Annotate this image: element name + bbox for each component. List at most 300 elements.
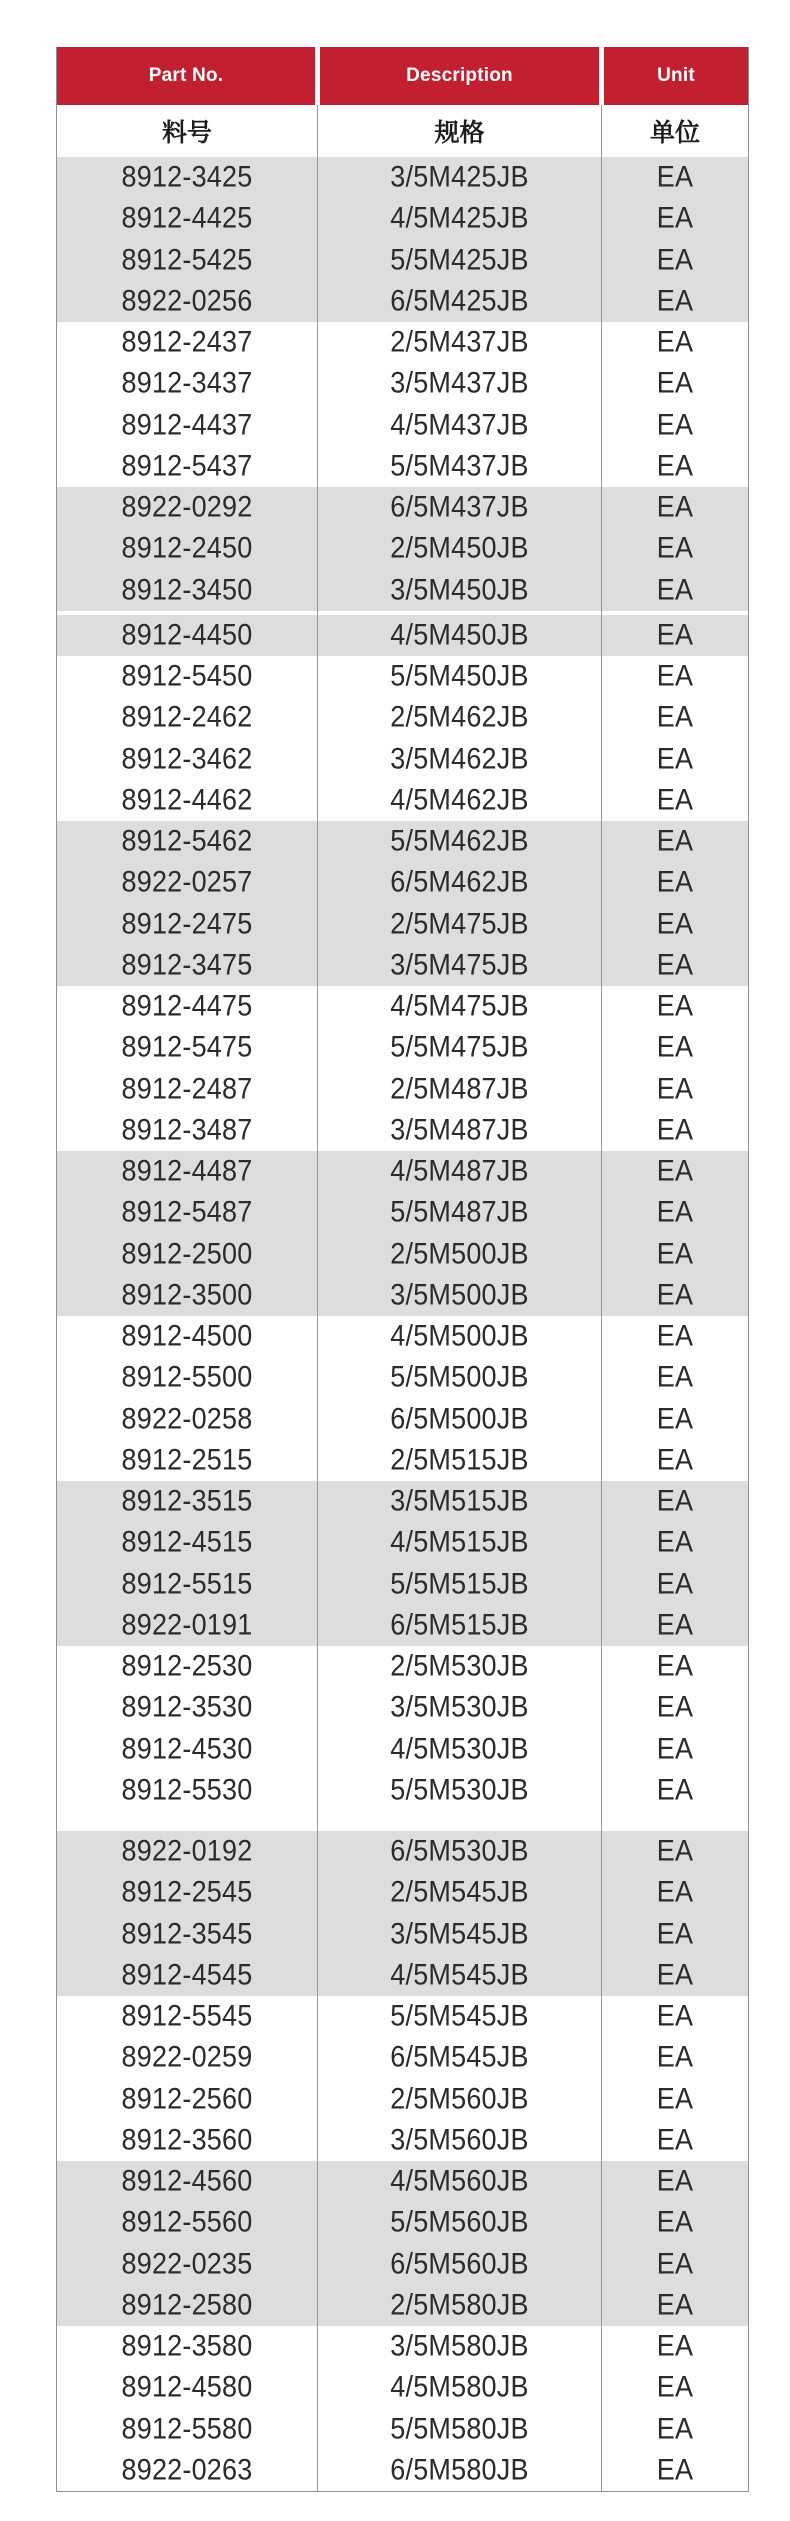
cell-text: 4/5M437JB [390, 408, 529, 441]
cell-text: 8912-3545 [121, 1917, 253, 1950]
table-row [57, 487, 748, 528]
part-no-cell [57, 904, 317, 945]
cell-text: EA [656, 1608, 694, 1642]
unit-cell [601, 1687, 748, 1728]
part-no-cell [57, 1687, 317, 1728]
cell-text: EA [656, 1402, 694, 1435]
table-row [57, 656, 748, 697]
table-row [57, 2367, 748, 2408]
part-no-cell [57, 281, 317, 322]
cell-text: EA [656, 449, 694, 483]
table-row [57, 446, 748, 487]
description-cell [317, 2120, 601, 2161]
unit-cell [601, 1316, 748, 1357]
part-no-cell [57, 656, 317, 697]
unit-cell [601, 2367, 748, 2408]
cell-text: 8922-0235 [121, 2247, 253, 2280]
part-no-cell [57, 157, 317, 198]
cell-text: EA [656, 1484, 694, 1518]
part-no-cell [57, 2409, 317, 2450]
table-row [57, 1770, 748, 1811]
cell-text: EA [656, 1072, 694, 1105]
cell-text: 2/5M530JB [390, 1649, 529, 1683]
part-no-cell [57, 1955, 317, 1996]
unit-cell [601, 1729, 748, 1770]
table-row [57, 986, 748, 1027]
part-no-cell [57, 2285, 317, 2326]
description-cell [317, 1687, 601, 1728]
cell-text: 8912-2462 [121, 701, 253, 734]
cell-text: 6/5M515JB [390, 1608, 529, 1642]
cell-text: 8912-2500 [121, 1237, 253, 1270]
cell-text: 2/5M580JB [390, 2288, 529, 2322]
part-no-cell [57, 1605, 317, 1646]
description-cell [317, 1564, 601, 1605]
table-row [57, 1914, 748, 1955]
cell-text: EA [656, 2329, 694, 2363]
cell-text: 4/5M450JB [390, 618, 529, 652]
cell-text: EA [656, 160, 694, 194]
cell-text: EA [656, 2412, 694, 2445]
cell-text: 8922-0263 [121, 2453, 253, 2487]
table-row [57, 1564, 748, 1605]
cell-text: EA [656, 2123, 694, 2157]
table-row [57, 1872, 748, 1913]
part-no-cell [57, 2037, 317, 2078]
cell-text: 8912-2450 [121, 532, 253, 565]
part-no-cell [57, 1399, 317, 1440]
description-cell [317, 240, 601, 281]
cell-text: 8912-2475 [121, 907, 253, 940]
cell-text: 8922-0191 [121, 1608, 253, 1642]
table-header-row-zh [57, 105, 748, 157]
cell-text: EA [656, 989, 694, 1023]
description-cell [317, 1729, 601, 1770]
cell-text: 8912-3475 [121, 948, 253, 982]
cell-text: 8912-4462 [121, 783, 253, 817]
unit-cell [601, 240, 748, 281]
description-cell [317, 862, 601, 903]
description-cell [317, 487, 601, 528]
description-cell [317, 363, 601, 404]
cell-text: EA [656, 1113, 694, 1147]
unit-cell [601, 446, 748, 487]
cell-text: EA [656, 659, 694, 693]
unit-cell [601, 945, 748, 986]
description-cell [317, 2037, 601, 2078]
description-cell [317, 945, 601, 986]
cell-text: 8912-2515 [121, 1443, 253, 1477]
cell-text: EA [656, 2041, 694, 2074]
cell-text: 5/5M425JB [390, 243, 529, 276]
unit-cell [601, 1027, 748, 1068]
cell-text: 4/5M580JB [390, 2371, 529, 2404]
unit-cell [601, 780, 748, 821]
cell-text: 8912-4475 [121, 989, 253, 1023]
description-cell [317, 1110, 601, 1151]
cell-text: EA [656, 2453, 694, 2487]
cell-text: 8912-5580 [121, 2412, 253, 2445]
description-cell [317, 904, 601, 945]
cell-text: 8912-3450 [121, 573, 253, 606]
part-no-cell [57, 2120, 317, 2161]
cell-text: 8912-5500 [121, 1361, 253, 1394]
unit-cell [601, 1522, 748, 1563]
unit-cell [601, 1234, 748, 1275]
cell-text: 8912-2545 [121, 1876, 253, 1909]
description-cell [317, 1914, 601, 1955]
unit-cell [601, 2161, 748, 2202]
table-row [57, 1605, 748, 1646]
table-row [57, 1192, 748, 1233]
description-cell [317, 405, 601, 446]
cell-text: EA [656, 1567, 694, 1600]
unit-cell [601, 2285, 748, 2326]
cell-text: 8922-0292 [121, 490, 253, 524]
gap-cell [317, 1811, 601, 1831]
cell-text: EA [656, 618, 694, 652]
unit-cell [601, 1399, 748, 1440]
unit-cell [601, 198, 748, 239]
gap-cell [601, 1811, 748, 1831]
part-no-cell [57, 240, 317, 281]
description-cell [317, 2409, 601, 2450]
unit-cell [601, 1770, 748, 1811]
table-row [57, 1110, 748, 1151]
table-row [57, 1955, 748, 1996]
cell-text: 4/5M530JB [390, 1732, 529, 1765]
description-cell [317, 1234, 601, 1275]
description-cell [317, 739, 601, 780]
description-cell [317, 1440, 601, 1481]
table-row [57, 780, 748, 821]
table-row [57, 945, 748, 986]
table-header-row-en [57, 47, 748, 105]
unit-cell [601, 1110, 748, 1151]
table-row [57, 1151, 748, 1192]
cell-text: 3/5M462JB [390, 742, 529, 775]
parts-table [56, 47, 749, 2492]
part-no-cell [57, 862, 317, 903]
description-cell [317, 1831, 601, 1872]
table-row [57, 1357, 748, 1398]
cell-text: 8922-0258 [121, 1402, 253, 1435]
cell-text: EA [656, 866, 694, 899]
cell-text: EA [656, 1361, 694, 1394]
table-row [57, 2326, 748, 2367]
cell-text: 8912-5515 [121, 1567, 253, 1600]
description-cell [317, 1481, 601, 1522]
unit-cell [601, 1275, 748, 1316]
cell-text: 8912-2530 [121, 1649, 253, 1683]
description-cell [317, 570, 601, 611]
cell-text: 4/5M462JB [390, 783, 529, 817]
unit-cell [601, 528, 748, 569]
cell-text: EA [656, 1154, 694, 1188]
cell-text: 2/5M437JB [390, 325, 529, 359]
table-row [57, 904, 748, 945]
cell-text: EA [656, 1319, 694, 1353]
cell-text: 8912-5487 [121, 1196, 253, 1229]
table-row [57, 2244, 748, 2285]
part-no-cell [57, 697, 317, 738]
part-no-cell [57, 570, 317, 611]
cell-text: 4/5M475JB [390, 989, 529, 1023]
cell-text: 3/5M515JB [390, 1484, 529, 1518]
table-row [57, 1522, 748, 1563]
unit-cell [601, 2326, 748, 2367]
part-no-cell [57, 405, 317, 446]
part-no-cell [57, 1234, 317, 1275]
description-cell [317, 528, 601, 569]
table-row [57, 1234, 748, 1275]
part-no-cell [57, 2202, 317, 2243]
cell-text: 5/5M450JB [390, 659, 529, 693]
cell-text: 5/5M437JB [390, 449, 529, 483]
unit-cell [601, 1914, 748, 1955]
cell-text: EA [656, 1834, 694, 1868]
cell-text: EA [656, 1917, 694, 1950]
cell-text: 2/5M450JB [390, 532, 529, 565]
table-row [57, 2079, 748, 2120]
part-no-cell [57, 1770, 317, 1811]
description-cell [317, 1069, 601, 1110]
description-cell [317, 1192, 601, 1233]
description-cell [317, 1316, 601, 1357]
description-cell [317, 198, 601, 239]
cell-text: EA [656, 742, 694, 775]
table-row [57, 2409, 748, 2450]
part-no-cell [57, 945, 317, 986]
part-no-cell [57, 780, 317, 821]
cell-text: 5/5M500JB [390, 1361, 529, 1394]
table-row [57, 2450, 748, 2491]
column-header-description: Description [320, 47, 599, 105]
unit-cell [601, 487, 748, 528]
unit-cell [601, 1564, 748, 1605]
cell-text: 8912-3425 [121, 160, 253, 194]
cell-text: 2/5M500JB [390, 1237, 529, 1270]
part-no-cell [57, 1831, 317, 1872]
part-no-cell [57, 1110, 317, 1151]
cell-text: EA [656, 1999, 694, 2033]
table-row [57, 322, 748, 363]
column-header-unit-zh: 单位 [601, 105, 748, 157]
cell-text: 3/5M500JB [390, 1278, 529, 1312]
table-row [57, 1316, 748, 1357]
cell-text: 8922-0192 [121, 1834, 253, 1868]
table-row [57, 528, 748, 569]
cell-text: 5/5M515JB [390, 1567, 529, 1600]
description-cell [317, 2079, 601, 2120]
part-no-cell [57, 986, 317, 1027]
cell-text: EA [656, 1031, 694, 1064]
unit-cell [601, 281, 748, 322]
cell-text: EA [656, 1443, 694, 1477]
cell-text: 6/5M500JB [390, 1402, 529, 1435]
description-cell [317, 821, 601, 862]
cell-text: EA [656, 907, 694, 940]
column-header-unit: Unit [604, 47, 748, 105]
cell-text: 3/5M425JB [390, 160, 529, 194]
unit-cell [601, 2079, 748, 2120]
cell-text: 3/5M475JB [390, 948, 529, 982]
cell-text: EA [656, 573, 694, 606]
cell-text: EA [656, 325, 694, 359]
cell-text: EA [656, 1526, 694, 1559]
cell-text: EA [656, 367, 694, 400]
cell-text: 2/5M515JB [390, 1443, 529, 1477]
cell-text: EA [656, 408, 694, 441]
cell-text: 8912-4580 [121, 2371, 253, 2404]
unit-cell [601, 157, 748, 198]
unit-cell [601, 570, 748, 611]
description-cell [317, 1151, 601, 1192]
cell-text: 8912-3487 [121, 1113, 253, 1147]
description-cell [317, 1646, 601, 1687]
unit-cell [601, 697, 748, 738]
description-cell [317, 2161, 601, 2202]
cell-text: 8912-2437 [121, 325, 253, 359]
cell-text: EA [656, 1691, 694, 1724]
table-row [57, 1687, 748, 1728]
cell-text: 8912-2580 [121, 2288, 253, 2322]
cell-text: 3/5M580JB [390, 2329, 529, 2363]
cell-text: EA [656, 243, 694, 276]
table-row [57, 2120, 748, 2161]
cell-text: 8912-3560 [121, 2123, 253, 2157]
unit-cell [601, 615, 748, 656]
cell-text: 2/5M487JB [390, 1072, 529, 1105]
unit-cell [601, 1872, 748, 1913]
cell-text: 6/5M462JB [390, 866, 529, 899]
part-no-cell [57, 821, 317, 862]
unit-cell [601, 986, 748, 1027]
cell-text: 8912-4560 [121, 2164, 253, 2198]
description-cell [317, 2326, 601, 2367]
unit-cell [601, 2450, 748, 2491]
column-header-description-zh: 规格 [317, 105, 601, 157]
cell-text: 6/5M530JB [390, 1834, 529, 1868]
description-cell [317, 656, 601, 697]
cell-text: 5/5M580JB [390, 2412, 529, 2445]
page-break-gap [57, 1811, 748, 1831]
unit-cell [601, 1646, 748, 1687]
table-row [57, 697, 748, 738]
unit-cell [601, 1605, 748, 1646]
part-no-cell [57, 2450, 317, 2491]
cell-text: 8912-5530 [121, 1773, 253, 1807]
table-row [57, 157, 748, 198]
unit-cell [601, 656, 748, 697]
cell-text: 3/5M545JB [390, 1917, 529, 1950]
table-row [57, 363, 748, 404]
part-no-cell [57, 1914, 317, 1955]
description-cell [317, 1357, 601, 1398]
table-row [57, 615, 748, 656]
cell-text: EA [656, 1958, 694, 1992]
description-cell [317, 986, 601, 1027]
cell-text: 8912-5560 [121, 2206, 253, 2239]
unit-cell [601, 2037, 748, 2078]
cell-text: EA [656, 202, 694, 235]
table-row [57, 2161, 748, 2202]
table-row [57, 2037, 748, 2078]
cell-text: 8912-5462 [121, 824, 253, 858]
part-no-cell [57, 1275, 317, 1316]
part-no-cell [57, 1440, 317, 1481]
cell-text: 8912-5475 [121, 1031, 253, 1064]
part-no-cell [57, 1192, 317, 1233]
table-row [57, 1646, 748, 1687]
unit-cell [601, 1481, 748, 1522]
description-cell [317, 446, 601, 487]
description-cell [317, 281, 601, 322]
column-header-part-no-zh: 料号 [161, 119, 212, 147]
cell-text: 6/5M437JB [390, 490, 529, 524]
cell-text: 8922-0256 [121, 284, 253, 318]
unit-cell [601, 363, 748, 404]
part-no-cell [57, 1151, 317, 1192]
cell-text: 3/5M530JB [390, 1691, 529, 1724]
table-row [57, 1996, 748, 2037]
part-no-cell [57, 2161, 317, 2202]
unit-cell [601, 2202, 748, 2243]
cell-text: EA [656, 1196, 694, 1229]
part-no-cell [57, 487, 317, 528]
unit-cell [601, 1955, 748, 1996]
part-no-cell [57, 1357, 317, 1398]
cell-text: EA [656, 948, 694, 982]
cell-text: EA [656, 2082, 694, 2115]
description-cell [317, 2285, 601, 2326]
cell-text: 5/5M530JB [390, 1773, 529, 1807]
table-row [57, 1481, 748, 1522]
part-no-cell [57, 1027, 317, 1068]
cell-text: 5/5M545JB [390, 1999, 529, 2033]
table-row [57, 1069, 748, 1110]
part-no-cell [57, 1522, 317, 1563]
description-cell [317, 697, 601, 738]
cell-text: 8912-5437 [121, 449, 253, 483]
description-cell [317, 615, 601, 656]
cell-text: 3/5M560JB [390, 2123, 529, 2157]
description-cell [317, 1955, 601, 1996]
cell-text: 8912-3515 [121, 1484, 253, 1518]
unit-cell [601, 1192, 748, 1233]
cell-text: 8912-2487 [121, 1072, 253, 1105]
cell-text: 8912-4487 [121, 1154, 253, 1188]
part-no-cell [57, 1069, 317, 1110]
part-no-cell [57, 322, 317, 363]
unit-cell [601, 1996, 748, 2037]
table-body [57, 157, 748, 2491]
cell-text: 8912-4530 [121, 1732, 253, 1765]
table-row [57, 1729, 748, 1770]
table-row [57, 821, 748, 862]
unit-cell [601, 1151, 748, 1192]
description-cell [317, 1996, 601, 2037]
description-cell [317, 2202, 601, 2243]
part-no-cell [57, 446, 317, 487]
cell-text: EA [656, 490, 694, 524]
part-no-cell [57, 1729, 317, 1770]
cell-text: 2/5M475JB [390, 907, 529, 940]
cell-text: 8912-3437 [121, 367, 253, 400]
cell-text: EA [656, 1732, 694, 1765]
table-row [57, 2202, 748, 2243]
part-no-cell [57, 1316, 317, 1357]
